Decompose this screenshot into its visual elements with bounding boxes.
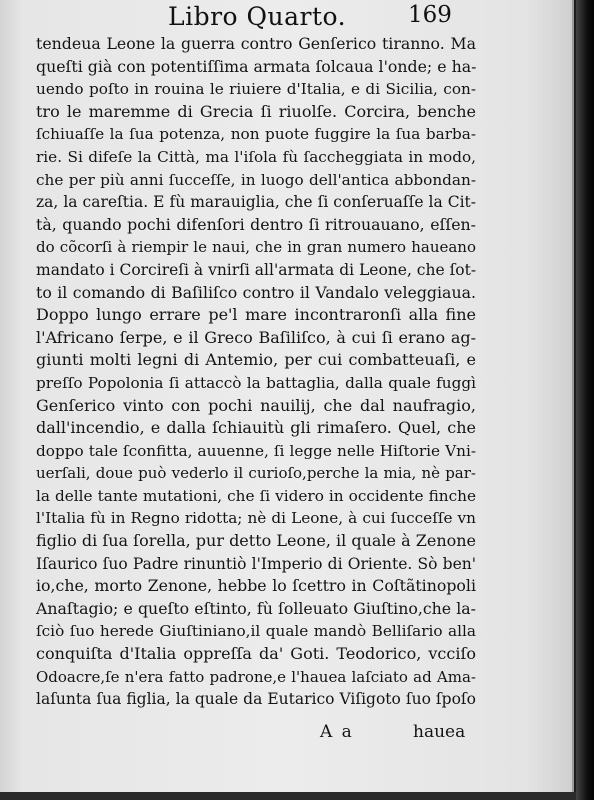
page-edge-shadow	[576, 0, 594, 800]
text-line: mandato i Corcireſi à vnirſi all'armata di Leone, che ſot-	[36, 260, 477, 279]
text-line: rie. Si difeſe la Città, ma l'iſola fù ſaccheggiata in modo,	[36, 147, 476, 166]
text-line: ſciò ſuo herede Giuſtiniano,il quale mandò Belliſario alla	[36, 622, 476, 641]
text-line: tendeua Leone la guerra contro Genſerico tiranno. Ma	[36, 34, 476, 53]
text-line: to il comando di Baſiliſco contro il Vandalo veleggiaua.	[36, 282, 476, 302]
bottom-shadow	[0, 792, 576, 800]
text-line: ſchiuaſſe la ſua potenza, non puote fuggire la ſua barba-	[36, 125, 476, 144]
text-line: la delle tante mutationi, che ſi videro in occidente finche	[36, 486, 476, 505]
page-header	[0, 2, 572, 36]
text-line: do cõcorſi à riempir le naui, che in gran numero haueano	[36, 238, 476, 257]
running-head: Libro Quarto.	[168, 2, 347, 31]
text-line: l'Africano ſerpe, e il Greco Baſiliſco, à cui ſi erano ag-	[36, 327, 476, 347]
text-line: laſunta ſua figlia, la quale da Eutarico Viſigoto ſuo ſpoſo	[36, 690, 476, 709]
text-line: io,che, morto Zenone, hebbe lo ſcettro in Coſtãtinopoli	[36, 576, 476, 596]
catchword: hauea	[413, 722, 466, 742]
text-line: queſti già con potentiſſima armata ſolcaua l'onde; e ha-	[36, 56, 477, 76]
text-line: tro le maremme di Grecia ſi riuolſe. Corcira, benche	[36, 101, 476, 121]
signature-mark: A a	[320, 722, 354, 742]
text-line: giunti molti legni di Antemio, per cui combatteuaſi, e	[36, 350, 476, 370]
body-text	[36, 33, 476, 711]
text-line: uendo poſto in rouina le riuiere d'Italia, e di Sicilia, con-	[36, 80, 476, 99]
text-line: preſſo Popolonia ſi attaccò la battaglia, dalla quale fuggì	[36, 373, 476, 392]
text-line: figlio di ſua ſorella, pur detto Leone, il quale à Zenone	[36, 531, 477, 551]
page-number: 169	[408, 2, 452, 28]
text-line: uerſali, doue può vederlo il curioſo,perche la mia, nè par-	[36, 464, 476, 483]
text-line: za, la careſtia. E fù marauiglia, che ſi conſeruaſſe la Cit-	[36, 193, 476, 212]
text-line: tà, quando pochi difenſori dentro ſi ritrouauano, eſſen-	[36, 214, 476, 234]
text-line: Iſaurico ſuo Padre rinuntiò l'Imperio di Oriente. Sò ben'	[36, 554, 476, 573]
text-line: conquiſta d'Italia oppreſſa da' Goti. Teodorico, vcciſo	[36, 644, 476, 664]
page-footer	[0, 722, 572, 748]
text-line: che per più anni ſucceſſe, in luogo dell'antica abbondan-	[36, 170, 476, 189]
text-line: Genſerico vinto con pochi nauilij, che dal naufragio,	[36, 395, 476, 415]
text-line: Doppo lungo errare pe'l mare incontraronſi alla fine	[36, 305, 476, 325]
text-line: doppo tale ſconfitta, auuenne, ſi legge nelle Hiſtorie Vni-	[36, 441, 476, 460]
text-line: Anaſtagio; e queſto eſtinto, fù ſolleuato Giuſtino,che la-	[36, 598, 476, 618]
text-line: Odoacre,ſe n'era fatto padrone,e l'hauea laſciato ad Ama-	[36, 667, 476, 686]
text-line: l'Italia fù in Regno ridotta; nè di Leone, à cui ſucceſſe vn	[36, 509, 476, 528]
text-line: dall'incendio, e dalla ſchiauitù gli rimaſero. Quel, che	[36, 418, 476, 438]
